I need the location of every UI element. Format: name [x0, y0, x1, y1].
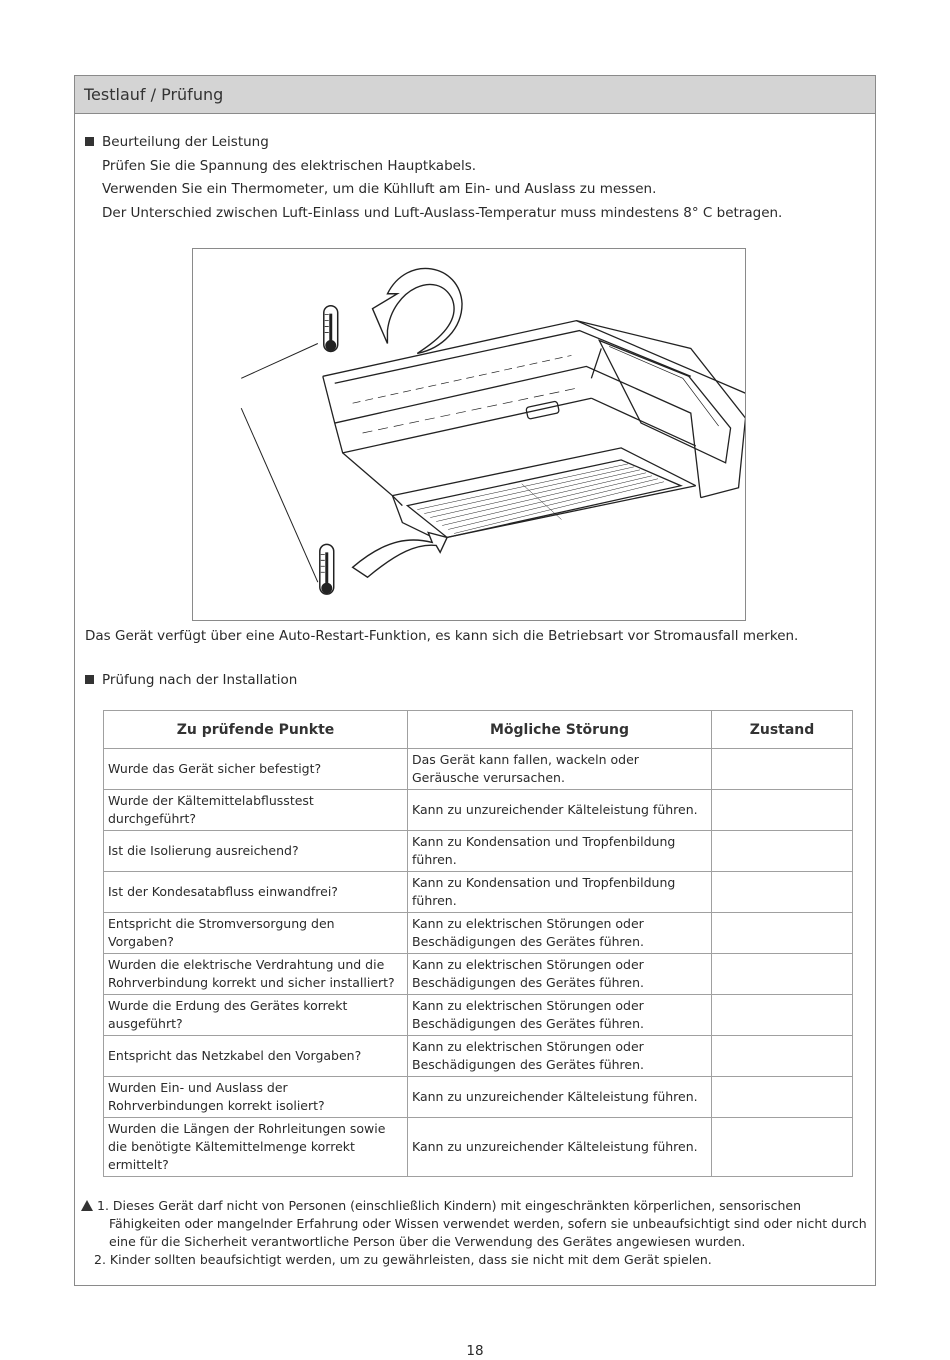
- safety-notes: [81, 1197, 871, 1269]
- page-number: 18: [466, 1343, 484, 1359]
- possible-fault: Kann zu Kondensation und Tropfenbildung führen.: [408, 831, 712, 872]
- installation-check-heading: Prüfung nach der Installation: [85, 672, 297, 688]
- table-row: [104, 790, 853, 831]
- manual-section-frame: [74, 75, 876, 1286]
- auto-restart-note: Das Gerät verfügt über eine Auto-Restart-Funktion, es kann sich die Betriebsart vor Stromausfall merken.: [85, 628, 799, 644]
- air-outlet-arrow-icon: [353, 532, 447, 577]
- possible-fault: Kann zu Kondensation und Tropfenbildung führen.: [408, 872, 712, 913]
- column-header: Mögliche Störung: [408, 711, 712, 749]
- indoor-unit-figure: [192, 248, 746, 621]
- column-header: Zustand: [712, 711, 853, 749]
- status-cell[interactable]: [712, 954, 853, 995]
- warning-triangle-icon: [81, 1200, 93, 1211]
- section-header: Testlauf / Prüfung: [75, 76, 875, 114]
- safety-note: 1. Dieses Gerät darf nicht von Personen (einschließlich Kindern) mit eingeschränkten körperlichen, sensorischen Fähigkeiten oder mangelnder Erfahrung oder Wissen verwendet werden, sofern sie unbeaufsichtigt sind oder nicht durch eine für die Sicherheit verantwortliche Person über die Verwendung des Gerätes angewiesen wurden.: [81, 1197, 871, 1251]
- square-bullet-icon: [85, 675, 94, 684]
- table-row: [104, 831, 853, 872]
- status-cell[interactable]: [712, 1118, 853, 1177]
- column-header: Zu prüfende Punkte: [104, 711, 408, 749]
- status-cell[interactable]: [712, 790, 853, 831]
- possible-fault: Kann zu unzureichender Kälteleistung führen.: [408, 1118, 712, 1177]
- performance-line: Der Unterschied zwischen Luft-Einlass und Luft-Auslass-Temperatur muss mindestens 8° C betragen.: [102, 204, 783, 221]
- check-item: Ist die Isolierung ausreichend?: [104, 831, 408, 872]
- check-item: Wurden Ein- und Auslass der Rohrverbindungen korrekt isoliert?: [104, 1077, 408, 1118]
- status-cell[interactable]: [712, 749, 853, 790]
- possible-fault: Das Gerät kann fallen, wackeln oder Geräusche verursachen.: [408, 749, 712, 790]
- status-cell[interactable]: [712, 872, 853, 913]
- check-item: Wurde der Kältemittelabflusstest durchgeführt?: [104, 790, 408, 831]
- possible-fault: Kann zu elektrischen Störungen oder Beschädigungen des Gerätes führen.: [408, 913, 712, 954]
- table-row: [104, 995, 853, 1036]
- check-item: Wurde das Gerät sicher befestigt?: [104, 749, 408, 790]
- performance-heading: Beurteilung der Leistung: [85, 131, 782, 155]
- check-item: Ist der Kondesatabfluss einwandfrei?: [104, 872, 408, 913]
- status-cell[interactable]: [712, 995, 853, 1036]
- possible-fault: Kann zu unzureichender Kälteleistung führen.: [408, 790, 712, 831]
- table-row: [104, 1118, 853, 1177]
- installation-check-table: [103, 710, 853, 1177]
- check-item: Entspricht das Netzkabel den Vorgaben?: [104, 1036, 408, 1077]
- thermometer-icon: [320, 544, 334, 594]
- table-row: [104, 749, 853, 790]
- thermometer-icon: [324, 306, 338, 352]
- safety-note: 2. Kinder sollten beaufsichtigt werden, um zu gewährleisten, dass sie nicht mit dem Gerät spielen.: [94, 1252, 712, 1267]
- status-cell[interactable]: [712, 1077, 853, 1118]
- table-row: [104, 913, 853, 954]
- performance-line: Prüfen Sie die Spannung des elektrischen Hauptkabels.: [102, 157, 477, 174]
- status-cell[interactable]: [712, 1036, 853, 1077]
- status-cell[interactable]: [712, 913, 853, 954]
- check-item: Wurden die Längen der Rohrleitungen sowie die benötigte Kältemittelmenge korrekt ermittelt?: [104, 1118, 408, 1177]
- possible-fault: Kann zu elektrischen Störungen oder Beschädigungen des Gerätes führen.: [408, 1036, 712, 1077]
- indoor-unit-illustration: [193, 249, 745, 620]
- check-item: Entspricht die Stromversorgung den Vorgaben?: [104, 913, 408, 954]
- possible-fault: Kann zu elektrischen Störungen oder Beschädigungen des Gerätes führen.: [408, 995, 712, 1036]
- table-row: [104, 1036, 853, 1077]
- air-inlet-arrow-icon: [373, 268, 463, 353]
- table-header-row: [104, 711, 853, 749]
- performance-line: Verwenden Sie ein Thermometer, um die Kühlluft am Ein- und Auslass zu messen.: [102, 181, 657, 197]
- possible-fault: Kann zu elektrischen Störungen oder Beschädigungen des Gerätes führen.: [408, 954, 712, 995]
- check-item: Wurden die elektrische Verdrahtung und die Rohrverbindung korrekt und sicher installiert?: [104, 954, 408, 995]
- status-cell[interactable]: [712, 831, 853, 872]
- possible-fault: Kann zu unzureichender Kälteleistung führen.: [408, 1077, 712, 1118]
- table-row: [104, 1077, 853, 1118]
- performance-section: [85, 131, 782, 225]
- table-row: [104, 954, 853, 995]
- table-row: [104, 872, 853, 913]
- square-bullet-icon: [85, 137, 94, 146]
- check-item: Wurde die Erdung des Gerätes korrekt ausgeführt?: [104, 995, 408, 1036]
